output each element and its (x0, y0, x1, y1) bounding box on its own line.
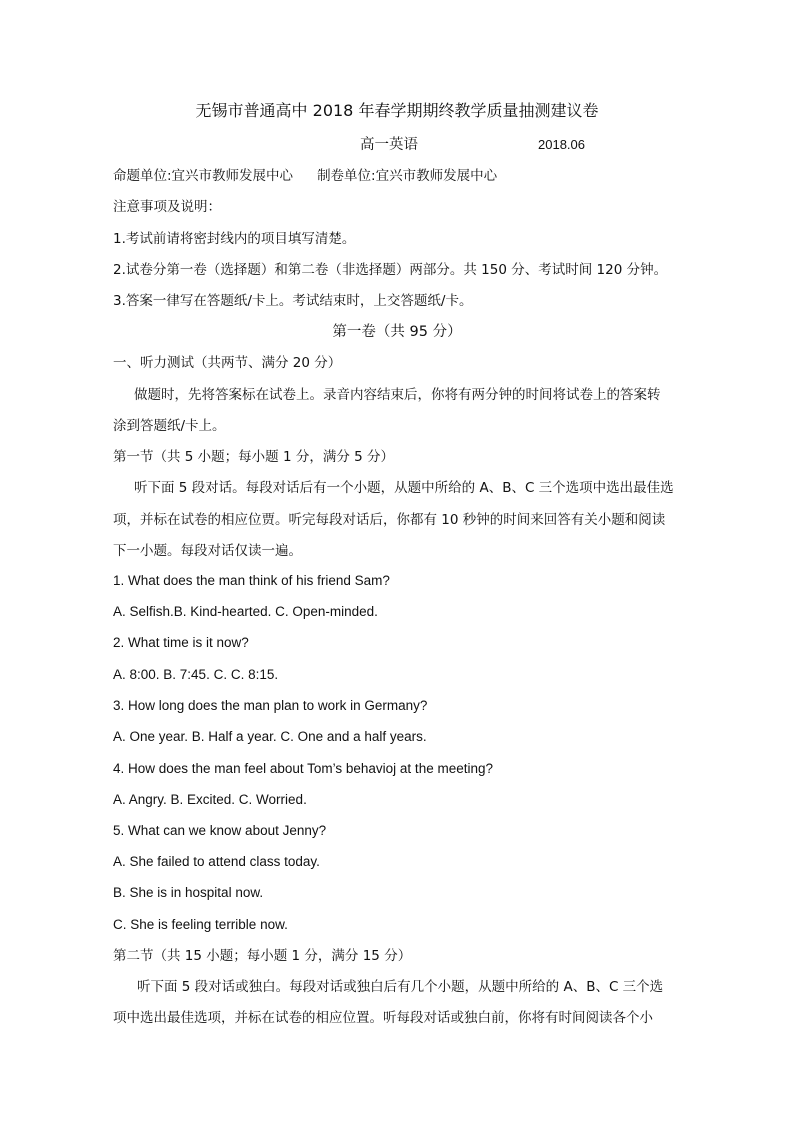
section1-intro-line-1: 听下面 5 段对话。每段对话后有一个小题，从题中所给的 A、B、C 三个选项中选出最佳选 (134, 480, 674, 496)
exam-title: 无锡市普通高中 2018 年春学期期终教学质量抽测建议卷 (195, 101, 599, 120)
exam-subject: 高一英语 (360, 137, 418, 153)
subtitle-row (0, 136, 794, 154)
listening-intro-line-2: 涂到答题纸/卡上。 (113, 418, 226, 434)
note-item-3: 3.答案一律写在答题纸/卡上。考试结束时，上交答题纸/卡。 (113, 293, 473, 309)
issuer-line (113, 167, 497, 185)
question-1-options: A. Selfish.B. Kind-hearted. C. Open-minded. (113, 604, 378, 619)
note-item-2: 2.试卷分第一卷（选择题）和第二卷（非选择题）两部分。共 150 分、考试时间 120 分钟。 (113, 262, 668, 278)
section2-heading: 第二节（共 15 小题；每小题 1 分，满分 15 分） (113, 948, 412, 964)
section1-intro-line-2: 项，并标在试卷的相应位贾。听完每段对话后，你都有 10 秒钟的时间来回答有关小题和阅读 (113, 512, 666, 528)
question-3-options: A. One year. B. Half a year. C. One and a half years. (113, 729, 427, 744)
question-4: 4. How does the man feel about Tom’s behavioj at the meeting? (113, 761, 493, 776)
producer-unit: 制卷单位:宜兴市教师发展中心 (317, 168, 498, 184)
question-5-option-c: C. She is feeling terrible now. (113, 917, 288, 932)
listening-intro-line-1: 做题时，先将答案标在试卷上。录音内容结束后，你将有两分钟的时间将试卷上的答案转 (134, 387, 661, 403)
proposer-unit: 命题单位:宜兴市教师发展中心 (113, 168, 294, 184)
question-4-options: A. Angry. B. Excited. C. Worried. (113, 792, 307, 807)
question-1: 1. What does the man think of his friend Sam? (113, 573, 390, 588)
section2-intro-line-2: 项中选出最佳选项，并标在试卷的相应位置。听每段对话或独白前，你将有时间阅读各个小 (113, 1010, 653, 1026)
question-5-option-a: A. She failed to attend class today. (113, 854, 320, 869)
section1-intro-line-3: 下一小题。每段对话仅读一遍。 (113, 543, 302, 559)
question-2-options: A. 8:00. B. 7:45. C. C. 8:15. (113, 667, 279, 682)
question-3: 3. How long does the man plan to work in Germany? (113, 698, 428, 713)
note-item-1: 1.考试前请将密封线内的项目填写清楚。 (113, 231, 356, 247)
section1-heading: 第一节（共 5 小题；每小题 1 分，满分 5 分） (113, 449, 395, 465)
exam-date: 2018.06 (538, 137, 585, 152)
listening-section-heading: 一、听力测试（共两节、满分 20 分） (113, 355, 342, 371)
question-5-option-b: B. She is in hospital now. (113, 885, 264, 900)
question-5: 5. What can we know about Jenny? (113, 823, 327, 838)
part1-title: 第一卷（共 95 分） (332, 324, 462, 340)
question-2: 2. What time is it now? (113, 635, 249, 650)
notes-heading: 注意事项及说明： (113, 199, 221, 215)
section2-intro-line-1: 听下面 5 段对话或独白。每段对话或独白后有几个小题，从题中所给的 A、B、C 三个选 (137, 979, 664, 995)
